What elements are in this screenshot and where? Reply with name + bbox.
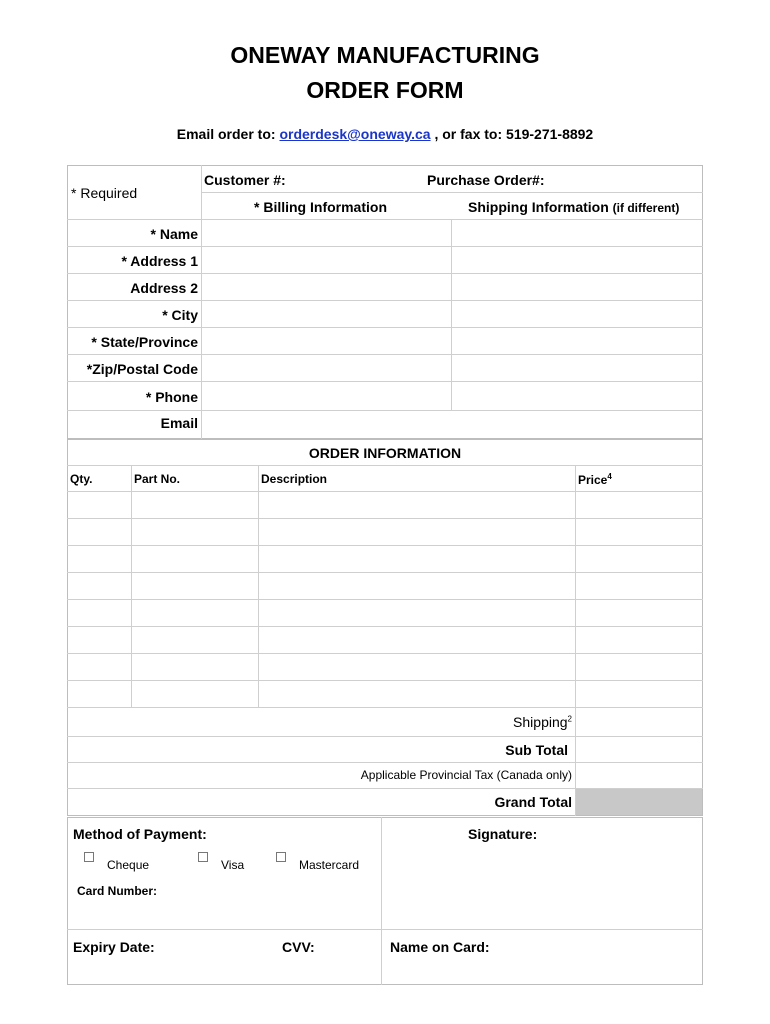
state-province-label: * State/Province [91,334,198,350]
card-number-label: Card Number: [77,884,158,898]
customer-number-label: Customer #: [204,172,286,188]
order-row[interactable] [68,627,702,653]
shipping-header: Shipping Information (if different) [468,199,680,215]
order-row[interactable] [68,519,702,545]
billing-phone-field[interactable] [202,382,451,410]
shipping-zip-field[interactable] [452,355,702,381]
cvv-field[interactable] [320,934,378,979]
zip-postal-label: *Zip/Postal Code [86,361,198,377]
billing-address2-field[interactable] [202,274,451,300]
purchase-order-field[interactable] [560,166,702,191]
mastercard-label: Mastercard [299,858,360,872]
shipping-address1-field[interactable] [452,247,702,273]
cheque-label: Cheque [107,858,150,872]
shipping-city-field[interactable] [452,301,702,327]
customer-number-field[interactable] [300,166,420,191]
billing-header: * Billing Information [254,199,387,215]
description-header: Description [261,472,328,486]
card-number-field[interactable] [170,878,375,902]
order-row[interactable] [68,600,702,626]
cheque-checkbox[interactable] [84,852,94,862]
shipping-name-field[interactable] [452,220,702,246]
name-on-card-field[interactable] [500,934,700,979]
shipping-label: Shipping$^2$ [513,714,572,730]
address2-label: Address 2 [130,280,198,296]
expiry-date-field[interactable] [165,934,275,979]
contact-line [0,126,770,142]
email-link[interactable]: orderdesk@oneway.ca [279,126,431,142]
shipping-note: (if different) [612,201,680,215]
order-row[interactable] [68,654,702,680]
part-no-header: Part No. [134,472,181,486]
payment-method-label: Method of Payment: [73,826,207,842]
phone-label: * Phone [145,389,198,405]
visa-checkbox[interactable] [198,852,208,862]
shipping-phone-field[interactable] [452,382,702,410]
qty-header: Qty. [70,472,93,486]
visa-label: Visa [221,858,245,872]
shipping-amount-field[interactable] [576,708,702,736]
signature-label: Signature: [468,826,538,842]
order-row[interactable] [68,492,702,518]
form-title-line2: ORDER FORM [306,77,464,103]
billing-city-field[interactable] [202,301,451,327]
subtotal-field[interactable] [576,737,702,762]
signature-field[interactable] [382,850,702,928]
billing-zip-field[interactable] [202,355,451,381]
order-row[interactable] [68,546,702,572]
address1-label: * Address 1 [121,253,198,269]
grand-total-field [576,789,702,815]
tax-field[interactable] [576,763,702,788]
fax-text: , or fax to: 519-271-8892 [430,126,594,142]
cvv-label: CVV: [282,939,315,955]
order-section-title: ORDER INFORMATION [308,445,462,461]
order-row[interactable] [68,573,702,599]
email-field[interactable] [202,411,702,438]
form-title-line1: ONEWAY MANUFACTURING [230,42,540,68]
grand-total-label: Grand Total [494,794,572,810]
required-note: * Required [71,185,138,201]
mastercard-checkbox[interactable] [276,852,286,862]
email-label: Email [160,415,198,431]
city-label: * City [162,307,198,323]
purchase-order-label: Purchase Order#: [427,172,545,188]
subtotal-label: Sub Total [505,742,568,758]
email-prefix: Email order to: [176,126,280,142]
shipping-address2-field[interactable] [452,274,702,300]
order-row[interactable] [68,681,702,707]
tax-label: Applicable Provincial Tax (Canada only) [360,768,572,782]
billing-name-field[interactable] [202,220,451,246]
name-on-card-label: Name on Card: [390,939,490,955]
billing-address1-field[interactable] [202,247,451,273]
expiry-date-label: Expiry Date: [73,939,155,955]
shipping-state-field[interactable] [452,328,702,354]
name-label: * Name [150,226,198,242]
price-header: Price$^4$ [578,472,612,487]
billing-state-field[interactable] [202,328,451,354]
